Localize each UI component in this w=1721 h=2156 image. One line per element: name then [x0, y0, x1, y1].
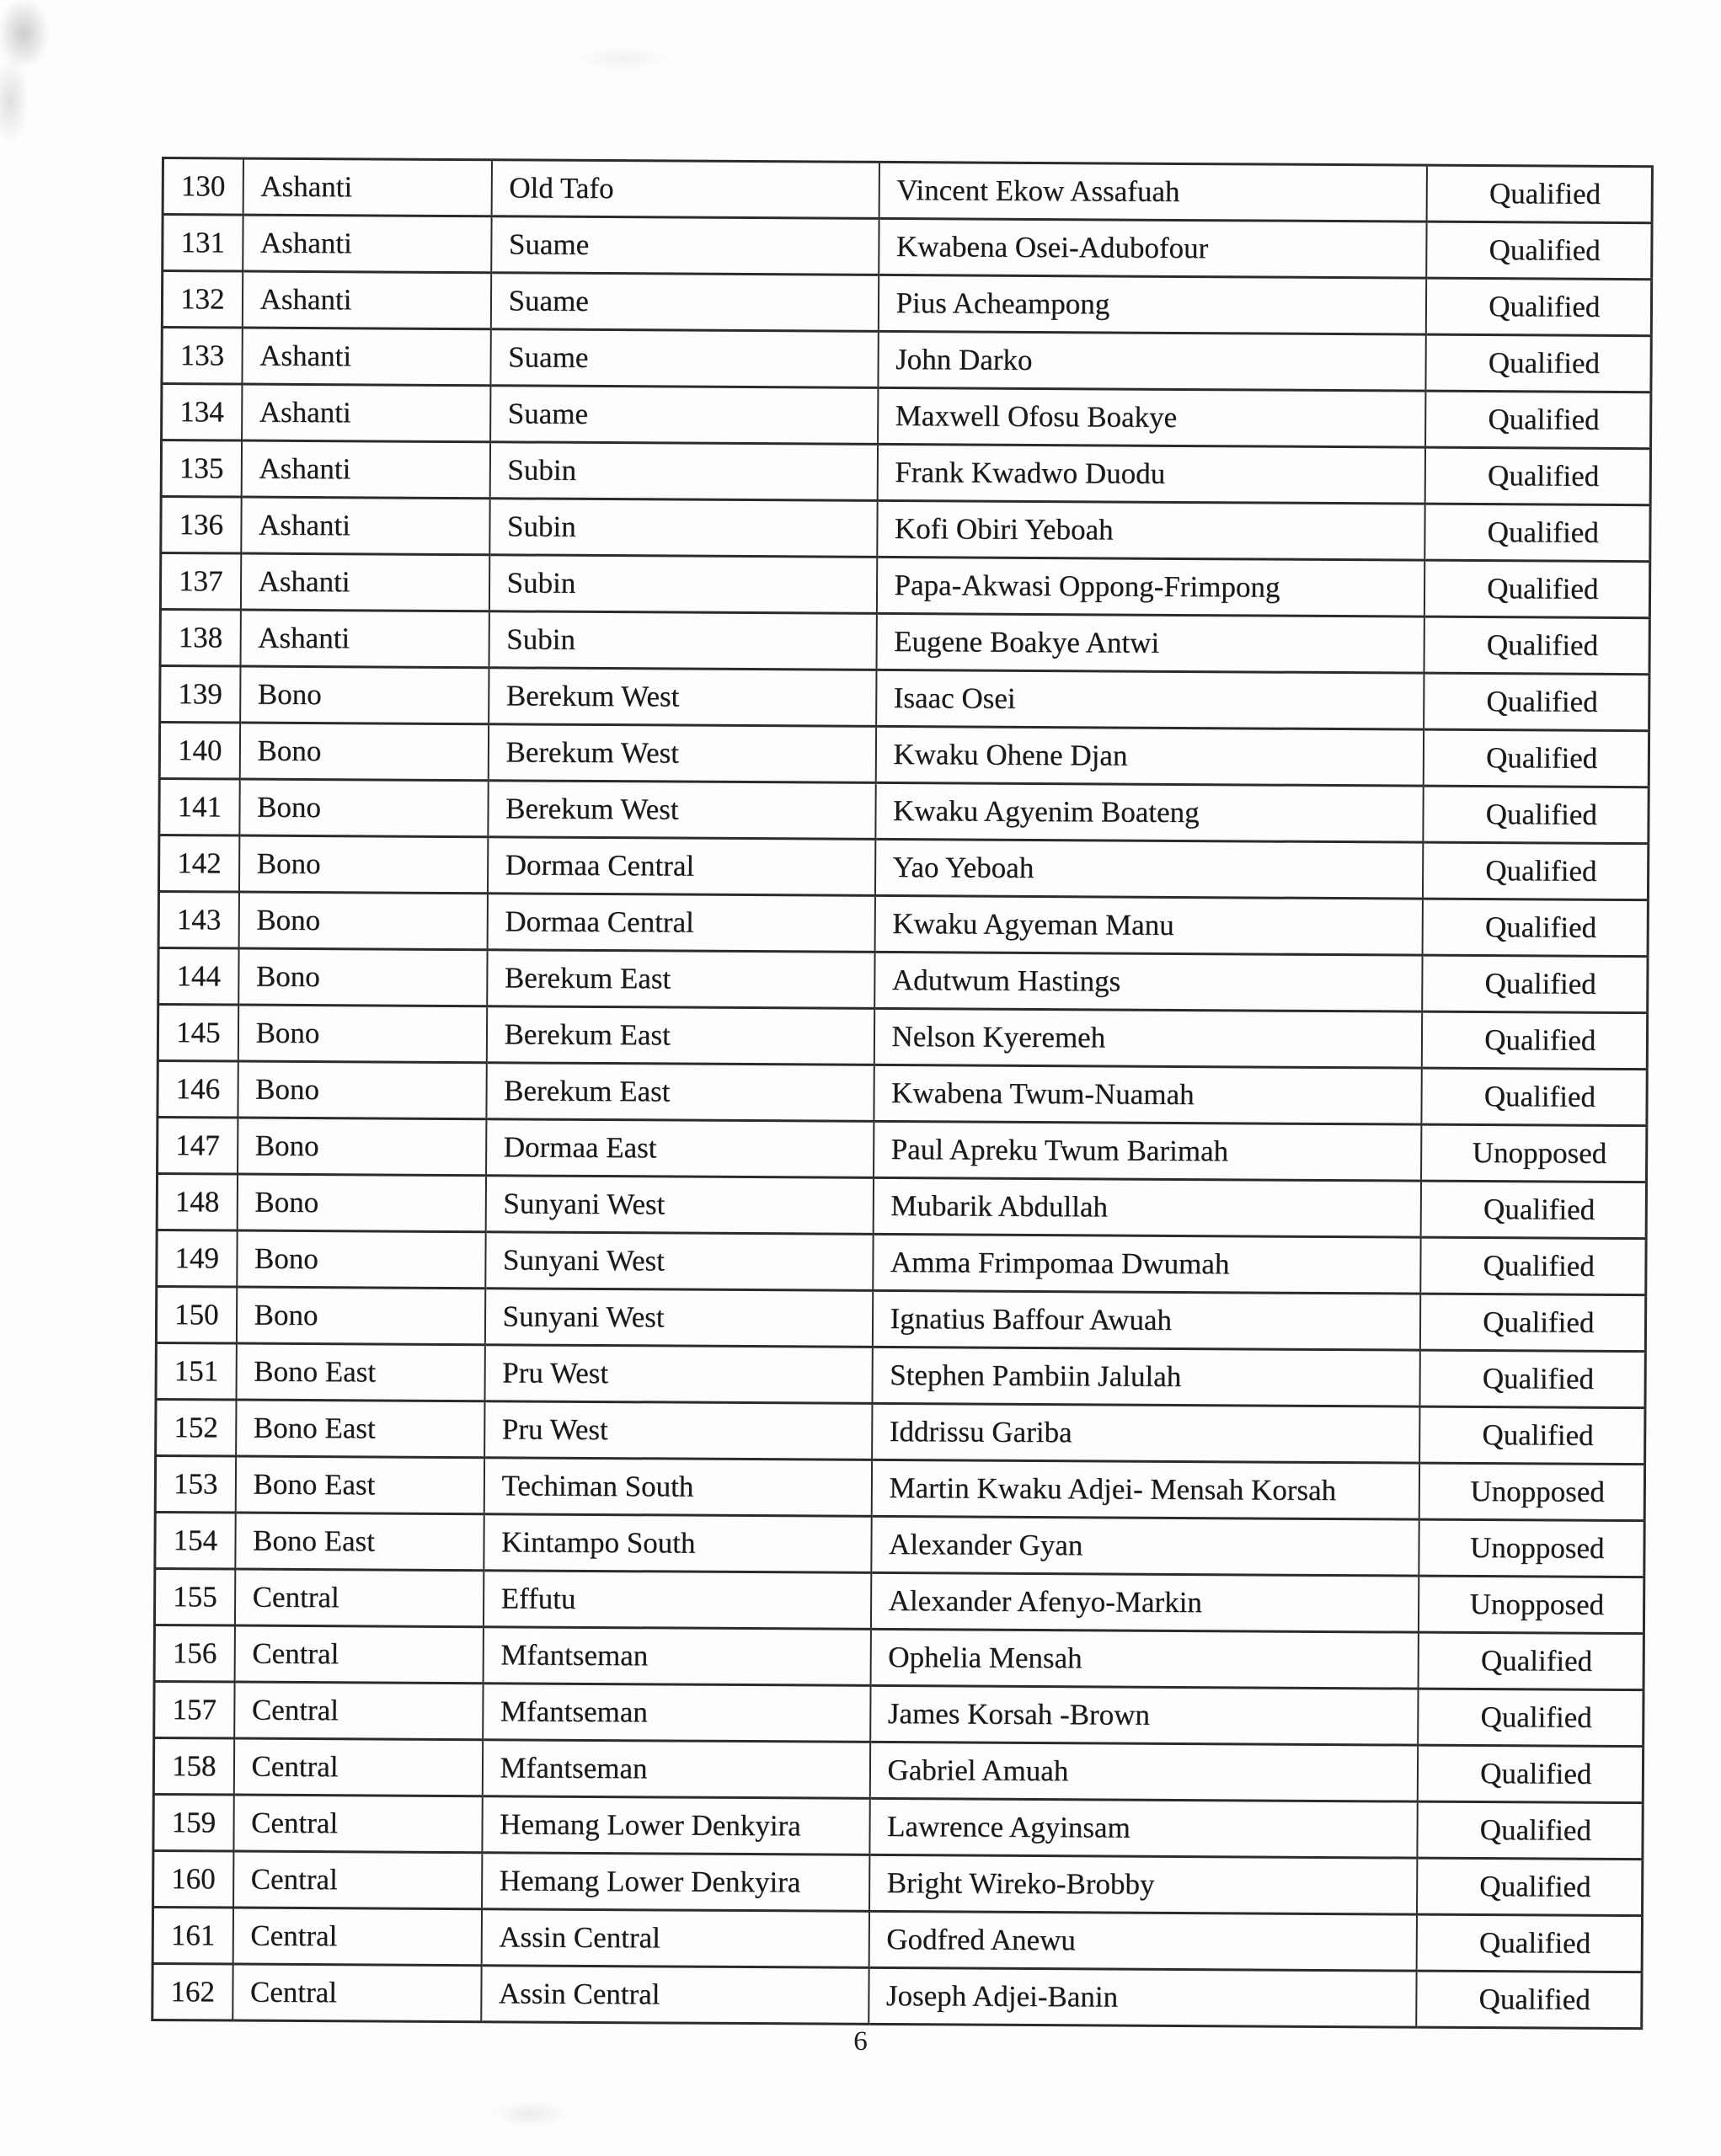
- status-cell: Qualified: [1426, 221, 1652, 280]
- no-cell: 133: [162, 328, 242, 385]
- status-cell: Qualified: [1425, 278, 1651, 336]
- status-cell: Qualified: [1424, 616, 1649, 675]
- no-cell: 150: [156, 1286, 236, 1343]
- no-cell: 141: [159, 778, 239, 835]
- status-cell: Qualified: [1425, 391, 1651, 449]
- status-cell: Qualified: [1424, 560, 1649, 618]
- table-row: [160, 609, 1649, 674]
- status-cell: Qualified: [1416, 1971, 1642, 2029]
- constituency-cell: Suame: [491, 216, 879, 275]
- status-cell: Qualified: [1424, 447, 1650, 505]
- constituency-cell: Berekum East: [487, 950, 874, 1009]
- constituency-cell: Kintampo South: [484, 1514, 871, 1573]
- table-row: [152, 1907, 1642, 1972]
- no-cell: 161: [152, 1907, 232, 1964]
- no-cell: 130: [163, 158, 243, 216]
- name-cell: Mubarik Abdullah: [873, 1177, 1420, 1237]
- name-cell: Kwaku Ohene Djan: [875, 726, 1423, 786]
- region-cell: Bono East: [235, 1456, 484, 1514]
- name-cell: Godfred Anewu: [869, 1911, 1416, 1971]
- region-cell: Ashanti: [240, 553, 489, 611]
- region-cell: Central: [234, 1682, 483, 1740]
- status-cell: Qualified: [1420, 1181, 1646, 1239]
- table-row: [159, 778, 1649, 843]
- no-cell: 136: [161, 497, 241, 554]
- region-cell: Bono: [238, 948, 487, 1006]
- status-cell: Qualified: [1419, 1350, 1645, 1408]
- table-row: [154, 1568, 1644, 1633]
- constituency-cell: Hemang Lower Denkyira: [482, 1796, 869, 1855]
- table-row: [162, 271, 1651, 336]
- constituency-cell: Techiman South: [484, 1458, 871, 1517]
- region-cell: Bono East: [236, 1400, 484, 1458]
- region-cell: Bono: [238, 1118, 486, 1176]
- no-cell: 156: [154, 1625, 234, 1682]
- name-cell: Alexander Gyan: [871, 1516, 1419, 1576]
- region-cell: Bono East: [235, 1513, 484, 1571]
- region-cell: Central: [234, 1569, 483, 1627]
- no-cell: 159: [153, 1794, 233, 1851]
- no-cell: 140: [159, 722, 239, 779]
- region-cell: Central: [233, 1795, 482, 1853]
- table-row: [153, 1794, 1643, 1859]
- name-cell: Isaac Osei: [876, 670, 1424, 729]
- region-cell: Bono: [237, 1174, 485, 1232]
- constituency-cell: Mfantseman: [483, 1684, 870, 1742]
- constituency-cell: Subin: [489, 555, 876, 614]
- no-cell: 147: [158, 1117, 238, 1174]
- status-cell: Qualified: [1419, 1294, 1645, 1352]
- no-cell: 155: [154, 1568, 234, 1625]
- status-cell: Qualified: [1420, 1237, 1646, 1295]
- no-cell: 135: [161, 440, 241, 498]
- region-cell: Ashanti: [242, 328, 490, 386]
- no-cell: 158: [153, 1737, 233, 1795]
- table-row: [158, 1060, 1647, 1125]
- region-cell: Ashanti: [243, 215, 491, 273]
- no-cell: 162: [152, 1963, 232, 2020]
- name-cell: Adutwum Hastings: [874, 952, 1422, 1011]
- scan-artifact-bottom: [472, 2089, 590, 2139]
- status-cell: Unopposed: [1419, 1463, 1644, 1521]
- region-cell: Bono: [239, 723, 488, 781]
- name-cell: Eugene Boakye Antwi: [876, 613, 1424, 673]
- constituency-cell: Berekum East: [486, 1063, 874, 1122]
- no-cell: 149: [157, 1230, 237, 1287]
- status-cell: Unopposed: [1419, 1519, 1644, 1577]
- status-cell: Qualified: [1417, 1858, 1643, 1916]
- table-row: [162, 328, 1651, 392]
- no-cell: 134: [162, 384, 242, 441]
- no-cell: 153: [155, 1455, 235, 1513]
- region-cell: Bono: [236, 1287, 484, 1345]
- status-cell: Qualified: [1424, 504, 1650, 562]
- name-cell: Nelson Kyeremeh: [874, 1008, 1421, 1068]
- scan-artifact-top-left: [0, 0, 93, 160]
- region-cell: Central: [233, 1738, 482, 1796]
- constituency-cell: Berekum West: [488, 724, 875, 783]
- region-cell: Ashanti: [243, 158, 491, 216]
- name-cell: Maxwell Ofosu Boakye: [878, 387, 1425, 447]
- name-cell: Kwabena Twum-Nuamah: [874, 1065, 1421, 1124]
- constituency-cell: Assin Central: [481, 1966, 869, 2025]
- no-cell: 154: [155, 1512, 235, 1569]
- name-cell: John Darko: [878, 331, 1425, 391]
- table-row: [158, 1117, 1647, 1182]
- name-cell: Ignatius Baffour Awuah: [872, 1290, 1419, 1350]
- name-cell: Vincent Ekow Assafuah: [879, 162, 1426, 221]
- no-cell: 146: [158, 1060, 238, 1118]
- constituency-cell: Berekum West: [488, 781, 875, 840]
- status-cell: Qualified: [1426, 165, 1652, 223]
- status-cell: Qualified: [1421, 1068, 1647, 1126]
- constituency-cell: Suame: [490, 273, 878, 332]
- candidates-table: [151, 157, 1654, 2030]
- constituency-cell: Subin: [489, 499, 877, 558]
- table-row: [156, 1399, 1645, 1464]
- region-cell: Ashanti: [241, 497, 489, 555]
- name-cell: Iddrissu Gariba: [872, 1403, 1419, 1463]
- status-cell: Qualified: [1417, 1801, 1643, 1860]
- table-row: [158, 1004, 1647, 1069]
- region-cell: Central: [233, 1851, 482, 1909]
- constituency-cell: Berekum East: [486, 1006, 874, 1065]
- status-cell: Qualified: [1422, 955, 1648, 1013]
- page-number: 6: [853, 2026, 868, 2057]
- no-cell: 139: [160, 665, 240, 723]
- no-cell: 151: [156, 1342, 236, 1400]
- status-cell: Qualified: [1424, 673, 1649, 731]
- constituency-cell: Sunyani West: [484, 1289, 872, 1348]
- constituency-cell: Dormaa Central: [487, 837, 874, 896]
- name-cell: Kwabena Osei-Adubofour: [879, 218, 1426, 278]
- constituency-cell: Berekum West: [489, 668, 876, 727]
- region-cell: Bono: [238, 835, 487, 894]
- table-row: [153, 1850, 1643, 1915]
- table-row: [160, 665, 1649, 730]
- table-row: [152, 1963, 1642, 2028]
- table-row: [158, 947, 1648, 1012]
- name-cell: Kofi Obiri Yeboah: [877, 500, 1424, 560]
- table-row: [158, 835, 1648, 899]
- constituency-cell: Mfantseman: [482, 1740, 869, 1799]
- name-cell: Paul Apreku Twum Barimah: [874, 1121, 1421, 1181]
- region-cell: Bono: [238, 1005, 486, 1063]
- table-row: [157, 1230, 1646, 1294]
- constituency-cell: Subin: [489, 611, 876, 670]
- name-cell: James Korsah -Brown: [870, 1685, 1418, 1745]
- region-cell: Bono East: [236, 1343, 484, 1401]
- constituency-cell: Pru West: [484, 1345, 872, 1404]
- table-row: [158, 891, 1648, 956]
- table-row: [155, 1455, 1644, 1520]
- table-row: [163, 158, 1652, 223]
- region-cell: Central: [232, 1908, 481, 1966]
- constituency-cell: Pru West: [484, 1401, 872, 1460]
- status-cell: Qualified: [1417, 1745, 1643, 1803]
- region-cell: Bono: [238, 1061, 486, 1119]
- table-row: [156, 1286, 1645, 1351]
- table-row: [163, 215, 1652, 280]
- table-row: [159, 722, 1649, 787]
- region-cell: Central: [234, 1625, 483, 1684]
- region-cell: Ashanti: [242, 271, 490, 329]
- no-cell: 148: [157, 1173, 237, 1230]
- no-cell: 143: [158, 891, 238, 948]
- constituency-cell: Suame: [490, 386, 878, 445]
- no-cell: 160: [153, 1850, 233, 1908]
- constituency-cell: Subin: [489, 442, 877, 501]
- status-cell: Qualified: [1423, 729, 1649, 787]
- scan-artifact-top-center: [556, 34, 691, 84]
- status-cell: Qualified: [1418, 1632, 1644, 1690]
- name-cell: Amma Frimpomaa Dwumah: [873, 1234, 1420, 1294]
- constituency-cell: Mfantseman: [483, 1627, 870, 1686]
- status-cell: Qualified: [1418, 1689, 1644, 1747]
- name-cell: Ophelia Mensah: [870, 1629, 1418, 1689]
- status-cell: Unopposed: [1421, 1124, 1647, 1182]
- no-cell: 138: [160, 609, 240, 666]
- region-cell: Central: [232, 1964, 481, 2022]
- region-cell: Ashanti: [241, 440, 489, 499]
- table-row: [156, 1342, 1645, 1407]
- no-cell: 145: [158, 1004, 238, 1061]
- status-cell: Qualified: [1422, 899, 1648, 957]
- table-row: [157, 1173, 1646, 1238]
- name-cell: Kwaku Agyeman Manu: [874, 895, 1422, 955]
- name-cell: Yao Yeboah: [874, 839, 1422, 899]
- no-cell: 144: [158, 947, 238, 1005]
- status-cell: Qualified: [1421, 1011, 1647, 1070]
- region-cell: Bono: [237, 1230, 485, 1289]
- status-cell: Qualified: [1419, 1406, 1645, 1465]
- no-cell: 132: [162, 271, 242, 328]
- no-cell: 137: [160, 553, 240, 611]
- status-cell: Qualified: [1425, 334, 1651, 392]
- region-cell: Bono: [238, 892, 487, 950]
- name-cell: Martin Kwaku Adjei- Mensah Korsah: [871, 1460, 1419, 1519]
- constituency-cell: Old Tafo: [491, 160, 879, 219]
- constituency-cell: Suame: [490, 329, 878, 388]
- table-row: [161, 440, 1650, 505]
- name-cell: Joseph Adjei-Banin: [869, 1967, 1416, 2027]
- name-cell: Lawrence Agyinsam: [869, 1798, 1417, 1858]
- no-cell: 142: [158, 835, 238, 892]
- name-cell: Frank Kwadwo Duodu: [877, 444, 1424, 504]
- constituency-cell: Effutu: [483, 1571, 870, 1630]
- name-cell: Papa-Akwasi Oppong-Frimpong: [876, 557, 1424, 616]
- table-row: [155, 1512, 1644, 1577]
- table-row: [154, 1681, 1644, 1746]
- status-cell: Qualified: [1423, 786, 1649, 844]
- constituency-cell: Dormaa East: [486, 1119, 874, 1178]
- no-cell: 157: [154, 1681, 234, 1738]
- constituency-cell: Dormaa Central: [487, 894, 874, 953]
- constituency-cell: Hemang Lower Denkyira: [482, 1853, 869, 1912]
- status-cell: Qualified: [1416, 1914, 1642, 1972]
- name-cell: Bright Wireko-Brobby: [869, 1854, 1417, 1914]
- name-cell: Stephen Pambiin Jalulah: [872, 1347, 1419, 1406]
- table-row: [161, 497, 1650, 562]
- region-cell: Ashanti: [240, 610, 489, 668]
- name-cell: Pius Acheampong: [878, 275, 1425, 334]
- no-cell: 131: [163, 215, 243, 272]
- status-cell: Qualified: [1422, 842, 1648, 900]
- table-row: [160, 553, 1649, 618]
- name-cell: Kwaku Agyenim Boateng: [875, 782, 1423, 842]
- constituency-cell: Sunyani West: [485, 1232, 873, 1291]
- no-cell: 152: [156, 1399, 236, 1456]
- name-cell: Alexander Afenyo-Markin: [870, 1572, 1418, 1632]
- status-cell: Unopposed: [1418, 1576, 1644, 1634]
- table-row: [153, 1737, 1643, 1802]
- region-cell: Bono: [240, 666, 489, 724]
- table-row: [162, 384, 1651, 449]
- name-cell: Gabriel Amuah: [869, 1742, 1417, 1801]
- region-cell: Ashanti: [242, 384, 490, 442]
- region-cell: Bono: [239, 779, 488, 837]
- constituency-cell: Sunyani West: [485, 1176, 873, 1235]
- constituency-cell: Assin Central: [481, 1909, 869, 1968]
- candidates-table-body: [152, 158, 1653, 2029]
- table-row: [154, 1625, 1644, 1689]
